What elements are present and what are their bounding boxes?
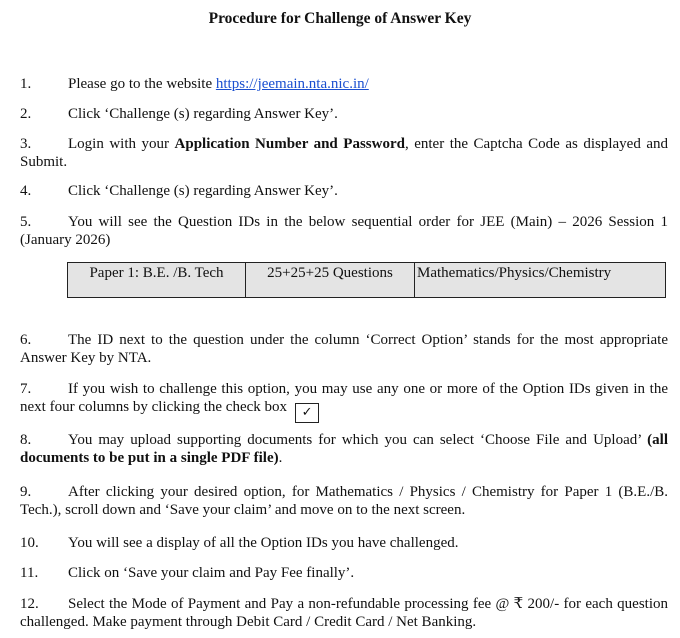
step-text: Login with your (68, 136, 175, 152)
step-bold-text: (all documents to be put in a single PDF file) (20, 432, 668, 466)
step-text: Please go to the website (68, 76, 216, 92)
step-number: 11. (20, 565, 39, 581)
table-row (68, 263, 666, 298)
step-number: 3. (20, 136, 32, 152)
step-bold-text: Application Number and Password (174, 136, 405, 152)
step-text: After clicking your desired option, for Mathematics / Physics / Chemistry for Paper 1 (B.E./B. Tech.), scroll down and ‘Save your claim’ and move on to the next screen. (20, 484, 668, 518)
checkbox-icon: ✓ (295, 403, 319, 423)
step-number: 8. (20, 432, 32, 448)
website-link[interactable]: https://jeemain.nta.nic.in/ (215, 76, 369, 92)
step-number: 7. (20, 381, 32, 397)
questions-cell: 25+25+25 Questions (246, 263, 415, 298)
step-text: The ID next to the question under the column ‘Correct Option’ stands for the most appropriate Answer Key by NTA. (20, 332, 668, 366)
step-text-cont: . (278, 450, 283, 466)
step-text: You will see the Question IDs in the below sequential order for JEE (Main) – 2026 Session 1 (January 2026) (20, 214, 668, 248)
step-number: 10. (20, 535, 39, 551)
step-9 (20, 483, 668, 519)
step-3 (20, 135, 668, 171)
subjects-cell: Mathematics/Physics/Chemistry (415, 263, 666, 298)
step-8 (20, 431, 668, 467)
step-6 (20, 331, 668, 367)
step-text: Click ‘Challenge (s) regarding Answer Key’. (68, 106, 338, 122)
paper-cell: Paper 1: B.E. /B. Tech (68, 263, 246, 298)
step-number: 12. (20, 596, 39, 612)
step-number: 9. (20, 484, 32, 500)
step-text: Click ‘Challenge (s) regarding Answer Key’. (68, 183, 338, 199)
paper-table (67, 262, 666, 298)
step-2 (20, 105, 668, 123)
step-7 (20, 380, 668, 423)
page-title: Procedure for Challenge of Answer Key (208, 10, 472, 27)
step-1 (20, 75, 668, 93)
step-text: Click on ‘Save your claim and Pay Fee finally’. (68, 565, 355, 581)
step-10 (20, 534, 668, 552)
step-number: 5. (20, 214, 32, 230)
step-number: 4. (20, 183, 32, 199)
step-text: You may upload supporting documents for which you can select ‘Choose File and Upload’ (68, 432, 648, 448)
step-text: Select the Mode of Payment and Pay a non-refundable processing fee @ ₹ 200/- for each question challenged. Make payment through Debit Card / Credit Card / Net Banking. (20, 596, 668, 630)
step-12 (20, 595, 668, 631)
step-text: You will see a display of all the Option IDs you have challenged. (68, 535, 459, 551)
step-5 (20, 213, 668, 249)
step-number: 1. (20, 76, 32, 92)
step-number: 2. (20, 106, 32, 122)
step-4 (20, 182, 668, 200)
step-number: 6. (20, 332, 32, 348)
step-text-cont: , enter the Captcha Code as displayed and Submit. (20, 136, 668, 170)
step-text: If you wish to challenge this option, you may use any one or more of the Option IDs given in the next four columns by clicking the check box (20, 381, 668, 415)
step-11 (20, 564, 668, 582)
